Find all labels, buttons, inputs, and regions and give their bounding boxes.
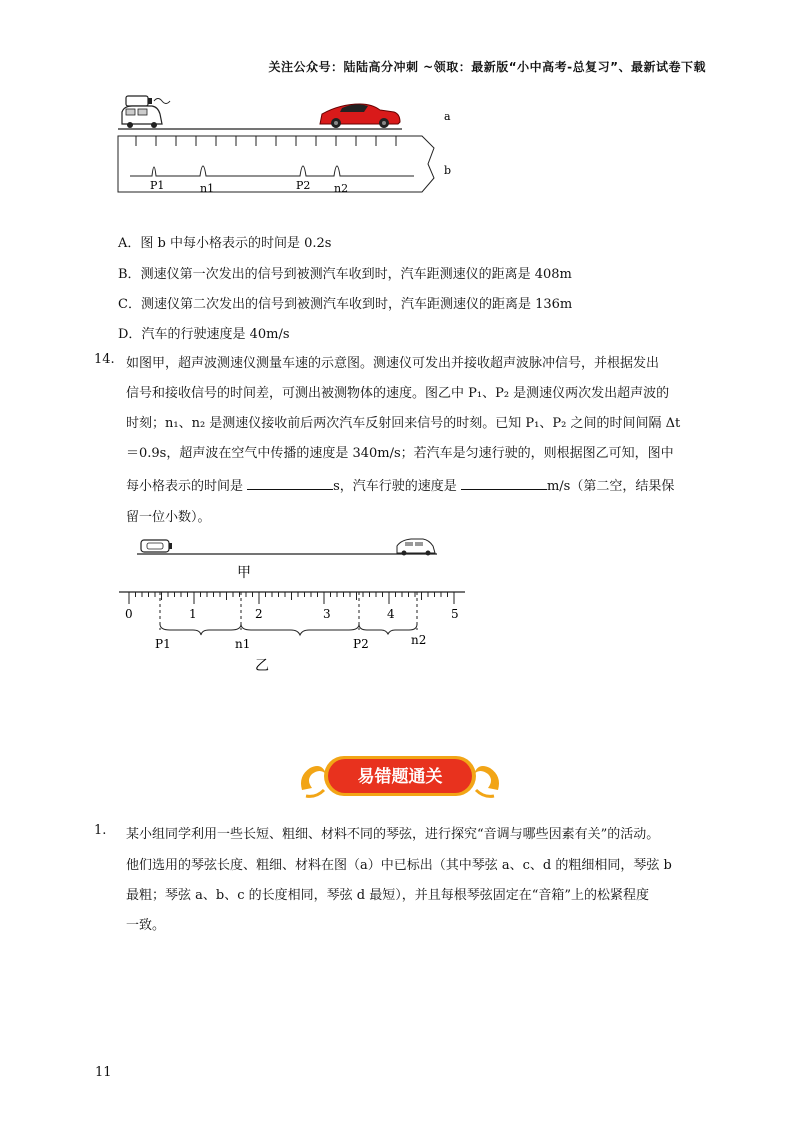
option-a-letter: A．	[118, 236, 141, 251]
marker-label-n2: n2	[411, 633, 427, 647]
figure-jia	[115, 534, 445, 582]
tick-label-1: 1	[189, 607, 197, 621]
q14-number: 14.	[94, 352, 115, 367]
pulse-label-p1: P1	[150, 179, 165, 192]
option-d-letter: D．	[118, 327, 142, 342]
tick-label-5: 5	[451, 607, 459, 621]
figure-yi	[115, 584, 475, 674]
option-c-text: 测速仪第二次发出的信号到被测汽车收到时，汽车距测速仪的距离是 136m	[140, 297, 573, 312]
q14-line6: 留一位小数）。	[126, 510, 211, 525]
pulse-label-n1: n1	[200, 182, 215, 195]
page-header: 关注公众号：陆陆高分冲刺 ~领取：最新版“小中高考-总复习”、最新试卷下载	[268, 60, 706, 74]
banner-ornament-left-icon	[301, 766, 326, 796]
tape-ticks	[136, 136, 396, 146]
marker-label-p1: P1	[155, 637, 171, 651]
q14-line4: ＝0.9s，超声波在空气中传播的速度是 340m/s；若汽车是匀速行驶的，则根据图乙可知，图中	[126, 446, 674, 461]
tick-label-0: 0	[125, 607, 133, 621]
page-number: 11	[95, 1065, 112, 1080]
ruler-ticks	[129, 592, 454, 604]
option-a-text: 图 b 中每小格表示的时间是 0.2s	[140, 236, 332, 251]
label-b: b	[444, 164, 452, 177]
answer-blank-1[interactable]	[247, 477, 333, 490]
speed-meter-icon	[122, 96, 170, 128]
option-c-letter: C．	[118, 297, 141, 312]
banner-ornament-right-icon	[474, 766, 499, 796]
option-b	[118, 263, 572, 282]
q14-line2: 信号和接收信号的时间差，可测出被测物体的速度。图乙中 P₁、P₂ 是测速仪两次发出超声波的	[126, 386, 670, 401]
speed-meter-icon	[141, 540, 172, 552]
banner-text: 易错题通关	[357, 767, 443, 787]
q14-line5	[126, 475, 674, 494]
q14-line5-c: m/s（第二空，结果保	[546, 479, 675, 494]
figure-yi-caption: 乙	[255, 658, 269, 674]
section-banner	[296, 750, 504, 802]
q1-number: 1.	[94, 823, 107, 838]
figure-jia-caption: 甲	[237, 565, 251, 581]
pulse-label-p2: P2	[296, 179, 311, 192]
q14-line5-b: s，汽车行驶的速度是	[333, 479, 461, 494]
brace-n1-p2	[241, 624, 359, 635]
option-b-text: 测速仪第一次发出的信号到被测汽车收到时，汽车距测速仪的距离是 408m	[140, 267, 572, 282]
marker-label-p2: P2	[353, 637, 369, 651]
tick-label-4: 4	[387, 607, 395, 621]
pulse-label-n2: n2	[334, 182, 349, 195]
tick-label-3: 3	[323, 607, 331, 621]
pulse-trace	[130, 166, 414, 176]
q1-line3: 最粗；琴弦 a、b、c 的长度相同，琴弦 d 最短），并且每根琴弦固定在“音箱”上的松紧程度	[126, 888, 649, 903]
option-d-text: 汽车的行驶速度是 40m/s	[141, 327, 290, 342]
option-b-letter: B．	[118, 267, 141, 282]
red-car-icon	[320, 104, 400, 128]
option-c	[118, 293, 572, 312]
q14-line1: 如图甲，超声波测速仪测量车速的示意图。测速仪可发出并接收超声波脉冲信号，并根据发出	[126, 356, 660, 371]
car-icon	[397, 539, 435, 556]
marker-label-n1: n1	[235, 637, 251, 651]
brace-p1-n1	[160, 624, 241, 635]
q14-line3: 时刻；n₁、n₂ 是测速仪接收前后两次汽车反射回来信号的时刻。已知 P₁、P₂ 之间的时间间隔 Δt	[126, 416, 681, 431]
q1-line2: 他们选用的琴弦长度、粗细、材料在图（a）中已标出（其中琴弦 a、c、d 的粗细相同，琴弦 b	[126, 858, 672, 873]
answer-blank-2[interactable]	[461, 477, 547, 490]
option-a	[118, 232, 331, 251]
tick-label-2: 2	[255, 607, 263, 621]
figure-ab	[110, 92, 460, 202]
brace-p2-n2	[359, 624, 417, 634]
q14-line5-a: 每小格表示的时间是	[126, 479, 248, 494]
q1-line1: 某小组同学利用一些长短、粗细、材料不同的琴弦，进行探究“音调与哪些因素有关”的活动。	[126, 827, 660, 842]
q1-line4: 一致。	[126, 918, 166, 933]
label-a: a	[444, 110, 451, 123]
option-d	[118, 323, 290, 342]
